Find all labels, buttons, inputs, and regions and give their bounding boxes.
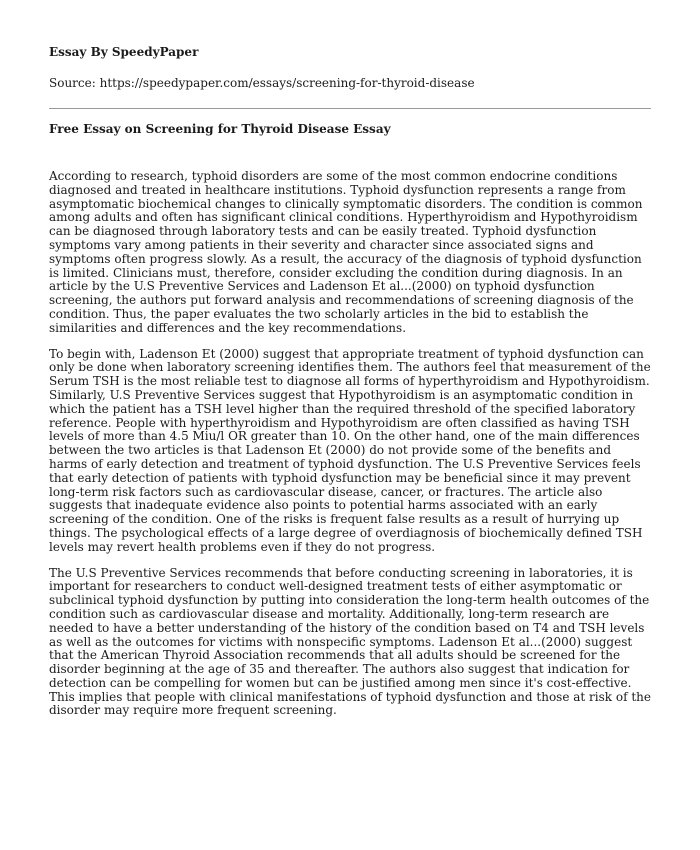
- paragraph: According to research, typhoid disorders are some of the most common endocrine conditions diagnosed and treated in healthcare institutions. Typhoid dysfunction represents a range from asymptomatic biochemical changes to clinically symptomatic disorders. The condition is common among adults and often has significant clinical conditions. Hyperthyroidism and Hypothyroidism can be diagnosed through laboratory tests and can be easily treated. Typhoid dysfunction symptoms vary among patients in their severity and character since associated signs and symptoms often progress slowly. As a result, the accuracy of the diagnosis of typhoid dysfunction is limited. Clinicians must, therefore, consider excluding the condition during diagnosis. In an article by the U.S Preventive Services and Ladenson Et al...(2000) on typhoid dysfunction screening, the authors put forward analysis and recommendations of screening diagnosis of the condition. Thus, the paper evaluates the two scholarly articles in the bid to establish the similarities and differences and the key recommendations.: [49, 169, 643, 335]
- paragraph: To begin with, Ladenson Et (2000) suggest that appropriate treatment of typhoid dysfunction can only be done when laboratory screening identifies them. The authors feel that measurement of the Serum TSH is the most reliable test to diagnose all forms of hyperthyroidism and Hypothyroidism. Similarly, U.S Preventive Services suggest that Hypothyroidism is an asymptomatic condition in which the patient has a TSH level higher than the required threshold of the specified laboratory reference. People with hyperthyroidism and Hypothyroidism are often classified as having TSH levels of more than 4.5 Miu/l OR greater than 10. On the other hand, one of the main differences between the two articles is that Ladenson Et (2000) do not provide some of the benefits and harms of early detection and treatment of typhoid dysfunction. The U.S Preventive Services feels that early detection of patients with typhoid dysfunction may be beneficial since it may prevent long-term risk factors such as cardiovascular disease, cancer, or fractures. The article also suggests that inadequate evidence also points to potential harms associated with an early screening of the condition. One of the risks is frequent false results as a result of hurrying up things. The psychological effects of a large degree of overdiagnosis of biochemically defined TSH levels may revert health problems even if they do not progress.: [49, 346, 651, 554]
- header-divider: [49, 108, 651, 109]
- essay-title: Free Essay on Screening for Thyroid Disease Essay: [49, 122, 391, 136]
- paragraph: The U.S Preventive Services recommends that before conducting screening in laboratories, it is important for researchers to conduct well-designed treatment tests of either asymptomatic or subclinical typhoid dysfunction by putting into consideration the long-term health outcomes of the condition such as cardiovascular disease and mortality. Additionally, long-term research are needed to have a better understanding of the history of the condition based on T4 and TSH levels as well as the outcomes for victims with nonspecific symptoms. Ladenson Et al...(2000) suggest that the American Thyroid Association recommends that all adults should be screened for the disorder beginning at the age of 35 and thereafter. The authors also suggest that indication for detection can be compelling for women but can be justified among men since it's cost-effective. This implies that people with clinical manifestations of typhoid dysfunction and those at risk of the disorder may require more frequent screening.: [49, 565, 651, 718]
- source-line: Source: https://speedypaper.com/essays/screening-for-thyroid-disease: [49, 76, 475, 90]
- essay-body: [49, 170, 651, 730]
- site-title: Essay By SpeedyPaper: [49, 45, 199, 59]
